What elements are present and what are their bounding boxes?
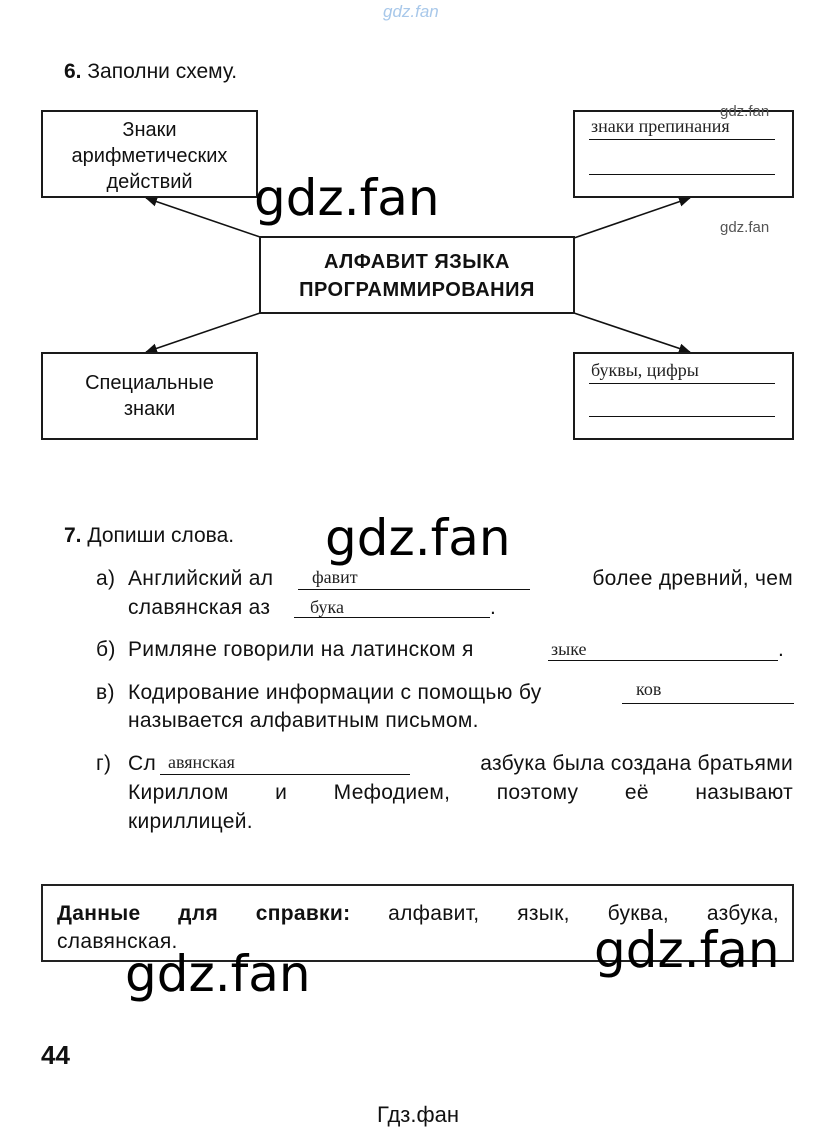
- reference-words2: славянская.: [57, 930, 178, 953]
- task7-title: Допиши слова.: [87, 524, 235, 547]
- watermark-big: gdz.fan: [125, 945, 311, 1003]
- item-g-label: г): [96, 752, 112, 775]
- item-a-text3: славянская аз: [128, 596, 271, 619]
- item-b-answer: зыке: [551, 639, 587, 659]
- box-tl-line3: действий: [106, 171, 193, 193]
- watermark-small: gdz.fan: [720, 103, 770, 120]
- item-v-text1: Кодирование информации с помощью бу: [128, 681, 542, 704]
- box-top-right-answer: [573, 110, 794, 198]
- item-a-answer1: фавит: [312, 567, 358, 587]
- item-v-text2: называется алфавитным письмом.: [128, 709, 479, 732]
- answer-line: [294, 617, 490, 618]
- answer-line: [589, 174, 775, 175]
- item-a-label: а): [96, 567, 116, 590]
- arrow-bottom-left: [146, 313, 260, 352]
- reference-words: алфавит, язык, буква, азбука,: [388, 902, 779, 925]
- item-v-label: в): [96, 681, 115, 704]
- item-a-text2: более древний, чем: [592, 567, 793, 590]
- item-g-answer: авянская: [168, 752, 235, 772]
- item-v-answer: ков: [636, 679, 662, 699]
- task6-title: Заполни схему.: [87, 60, 238, 83]
- reference-label: Данные для справки:: [57, 902, 351, 925]
- answer-line: [622, 703, 794, 704]
- item-b-label: б): [96, 638, 116, 661]
- answer-line: [298, 589, 530, 590]
- task6-number: 6.: [64, 60, 82, 83]
- arrow-bottom-right: [574, 313, 690, 352]
- answer-line: [589, 416, 775, 417]
- box-bottom-right-answer: [573, 352, 794, 440]
- answer-line: [160, 774, 410, 775]
- answer-line: [589, 383, 775, 384]
- answer-punctuation: знаки препинания: [591, 116, 730, 136]
- item-g-text4: кириллицей.: [128, 810, 253, 833]
- answer-line: [589, 139, 775, 140]
- arrow-top-right: [574, 198, 690, 238]
- item-a-end: .: [490, 596, 497, 619]
- box-special-signs: [41, 352, 258, 440]
- arrow-top-left: [146, 198, 260, 237]
- box-bl-line1: Специальные: [85, 372, 214, 394]
- box-programming-alphabet: [259, 236, 575, 314]
- item-b-end: .: [778, 638, 785, 661]
- watermark-big: gdz.fan: [325, 509, 511, 567]
- item-g-text1: Сл: [128, 752, 157, 775]
- item-a-answer2: бука: [310, 597, 344, 617]
- answer-letters-digits: буквы, цифры: [591, 360, 699, 380]
- center-line2: ПРОГРАММИРОВАНИЯ: [299, 279, 535, 301]
- item-b-text: Римляне говорили на латинском я: [128, 638, 474, 661]
- watermark-big: gdz.fan: [254, 169, 440, 227]
- task7-number: 7.: [64, 524, 82, 547]
- page-number: 44: [41, 1040, 70, 1070]
- item-a-text1: Английский ал: [128, 567, 274, 590]
- box-tl-line2: арифметических: [71, 145, 228, 167]
- watermark-big: gdz.fan: [594, 921, 780, 979]
- item-g-text3: Кириллом и Мефодием, поэтому её называют: [128, 781, 793, 804]
- task7-heading: [64, 524, 234, 548]
- item-g-text2: азбука была создана братьями: [480, 752, 793, 775]
- box-arithmetic-signs: [41, 110, 258, 198]
- watermark-top: gdz.fan: [383, 2, 439, 21]
- box-tl-line1: Знаки: [122, 119, 177, 141]
- watermark-small: gdz.fan: [720, 219, 770, 236]
- box-bl-line2: знаки: [123, 398, 176, 420]
- answer-line: [548, 660, 778, 661]
- center-line1: АЛФАВИТ ЯЗЫКА: [324, 251, 510, 273]
- footer-site: Гдз.фан: [377, 1102, 459, 1127]
